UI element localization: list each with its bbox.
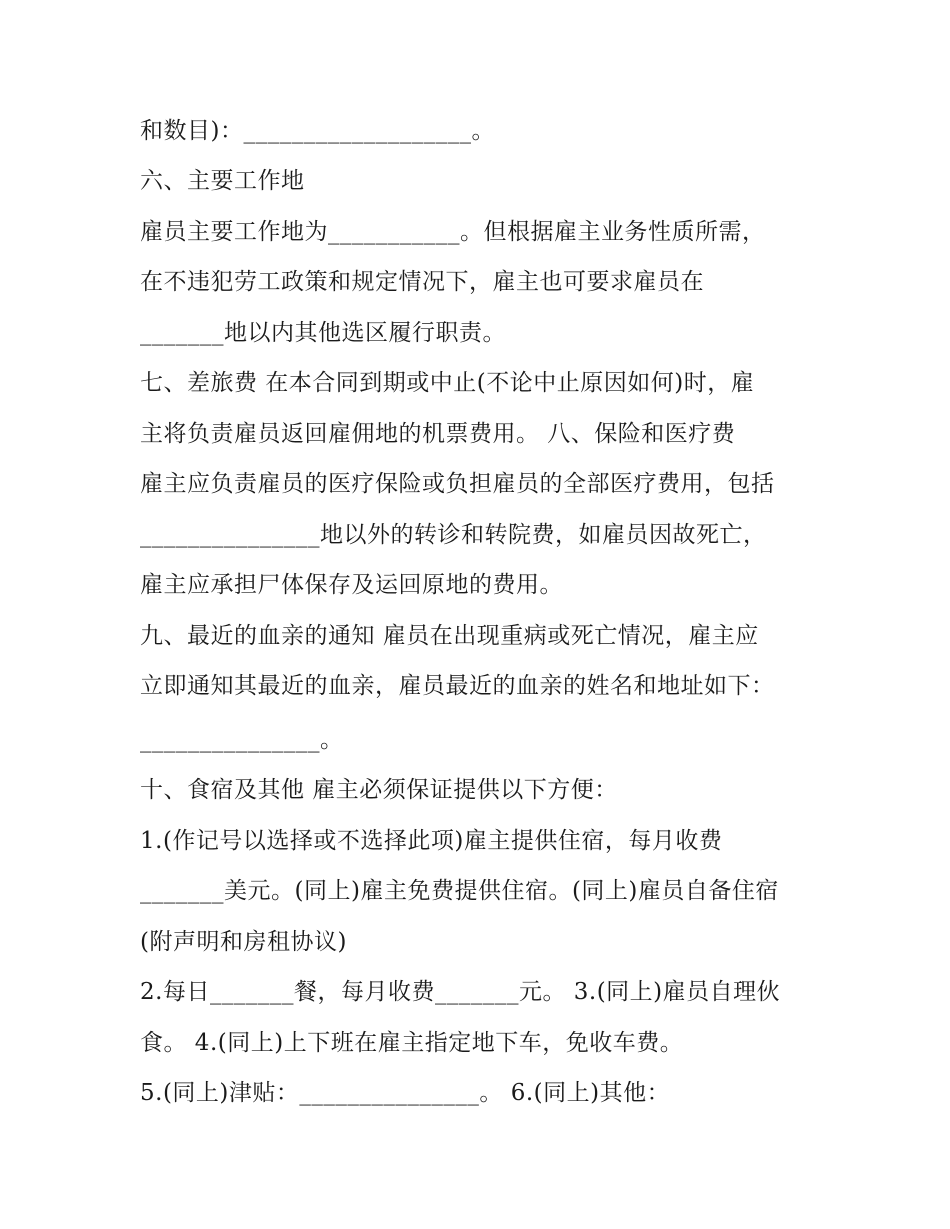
text-line: 和数目)：___________________。 (140, 118, 495, 144)
text-line: 雇主应负责雇员的医疗保险或负担雇员的全部医疗费用，包括 (140, 471, 775, 497)
text-line: _______________。 (140, 727, 344, 753)
text-line: 食。 4.(同上)上下班在雇主指定地下车，免收车费。 (140, 1030, 684, 1056)
text-line: 2.每日_______餐，每月收费_______元。 3.(同上)雇员自理伙 (140, 979, 781, 1005)
section-heading: 十、食宿及其他 雇主必须保证提供以下方便： (140, 777, 618, 803)
text-line: 主将负责雇员返回雇佣地的机票费用。 八、保险和医疗费 (140, 421, 736, 447)
section-heading: 六、主要工作地 (140, 168, 305, 194)
text-line: _______美元。(同上)雇主免费提供住宿。(同上)雇员自备住宿 (140, 878, 779, 904)
text-line: (附声明和房租协议) (140, 929, 347, 955)
text-line: 九、最近的血亲的通知 雇员在出现重病或死亡情况，雇主应 (140, 623, 759, 649)
text-line: _______地以内其他选区履行职责。 (140, 320, 506, 346)
text-line: _______________地以外的转诊和转院费，如雇员因故死亡， (140, 522, 767, 548)
text-line: 七、差旅费 在本合同到期或中止(不论中止原因如何)时，雇 (140, 370, 755, 396)
text-line: 雇员主要工作地为___________。但根据雇主业务性质所需， (140, 219, 766, 245)
text-line: 雇主应承担尸体保存及运回原地的费用。 (140, 572, 563, 598)
text-line: 1.(作记号以选择或不选择此项)雇主提供住宿，每月收费 (140, 828, 723, 854)
text-line: 5.(同上)津贴：_______________。 6.(同上)其他： (140, 1080, 671, 1106)
text-line: 立即通知其最近的血亲，雇员最近的血亲的姓名和地址如下： (140, 673, 775, 699)
text-line: 在不违犯劳工政策和规定情况下，雇主也可要求雇员在 (140, 269, 704, 295)
